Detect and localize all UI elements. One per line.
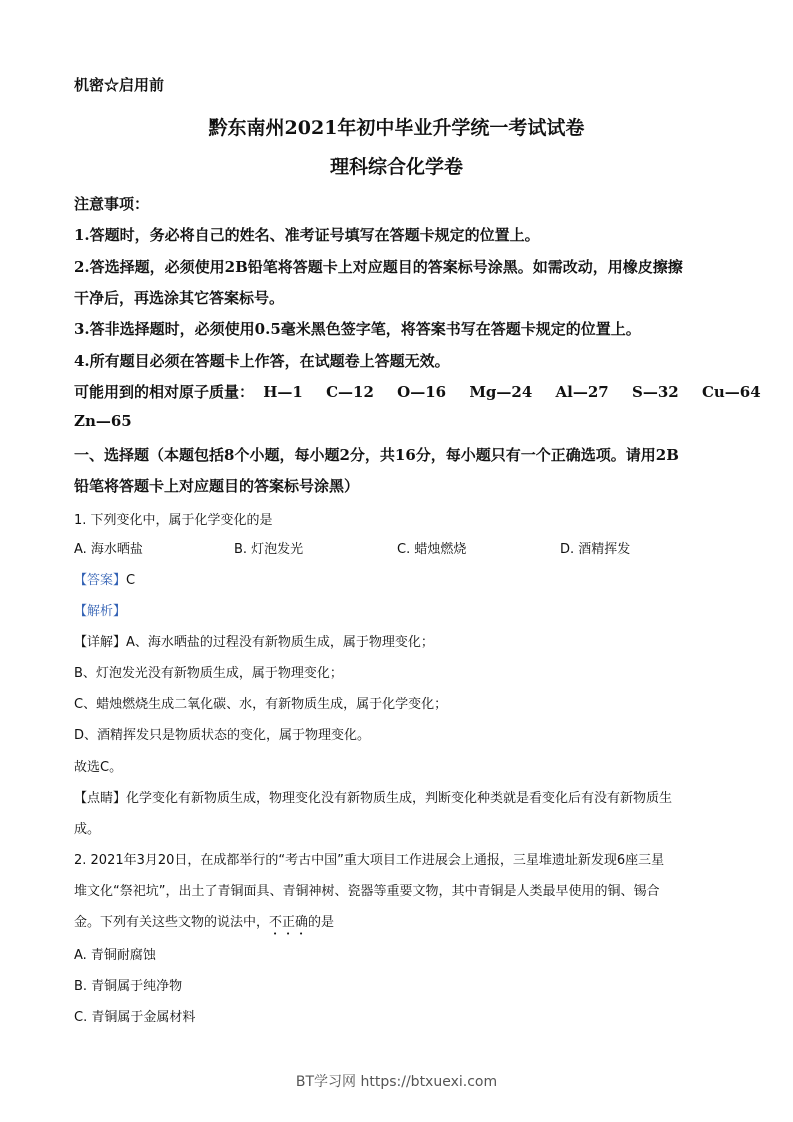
notice-item-2a: 2.答选择题，必须使用2B铅笔将答题卡上对应题目的答案标号涂黑。如需改动，用橡皮擦擦 (74, 258, 683, 276)
q2-stem-3 (74, 911, 334, 938)
atomic-mass-line (74, 381, 779, 402)
confidential-label: 机密☆启用前 (74, 76, 165, 94)
mass-mg: Mg—24 (469, 383, 533, 401)
footer-watermark: BT学习网 https://btxuexi.com (295, 1074, 498, 1090)
q1-detail-a: A、海水晒盐的过程没有新物质生成，属于物理变化； (126, 635, 434, 650)
q1-option-d: D. 酒精挥发 (560, 542, 631, 557)
q1-tip-b: 成。 (74, 822, 101, 837)
mass-cu: Cu—64 (701, 383, 761, 401)
notice-item-2b: 干净后，再选涂其它答案标号。 (74, 289, 285, 307)
answer-tag: 【答案】 (74, 573, 127, 588)
q2-stem-1: 2. 2021年3月20日，在成都举行的“考古中国”重大项目工作进展会上通报，三星堆遗址新发现6座三星 (74, 853, 665, 868)
tip-tag: 【点睛】 (74, 791, 127, 806)
q2-stem-3-pre: 金。下列有关这些文物的说法中， (74, 915, 270, 930)
atomic-mass-label: 可能用到的相对原子质量： (74, 383, 255, 401)
notice-item-4: 4.所有题目必须在答题卡上作答，在试题卷上答题无效。 (74, 352, 450, 370)
q1-detail-d: D、酒精挥发只是物质状态的变化，属于物理变化。 (74, 728, 371, 743)
q1-option-c: C. 蜡烛燃烧 (397, 542, 467, 557)
notice-item-3: 3.答非选择题时，必须使用0.5毫米黑色签字笔，将答案书写在答题卡规定的位置上。 (74, 320, 641, 338)
q1-tip-line (74, 787, 672, 806)
q2-emphasis: 不正确 (269, 915, 309, 930)
mass-al: Al—27 (555, 383, 609, 401)
notice-heading: 注意事项： (74, 195, 150, 213)
notice-item-1: 1.答题时，务必将自己的姓名、准考证号填写在答题卡规定的位置上。 (74, 226, 540, 244)
analysis-tag: 【解析】 (74, 604, 127, 619)
q1-answer: C (126, 573, 136, 588)
detail-tag: 【详解】 (74, 635, 127, 650)
q2-option-c: C. 青铜属于金属材料 (74, 1010, 196, 1025)
q2-stem-3-post: 的是 (308, 915, 335, 930)
q1-answer-line (74, 569, 135, 588)
q2-option-a: A. 青铜耐腐蚀 (74, 948, 156, 963)
mass-c: C—12 (326, 383, 374, 401)
q1-detail-c: C、蜡烛燃烧生成二氧化碳、水，有新物质生成，属于化学变化； (74, 697, 448, 712)
exam-title: 黔东南州2021年初中毕业升学统一考试试卷 (208, 117, 585, 139)
q1-option-b: B. 灯泡发光 (234, 542, 304, 557)
q2-option-b: B. 青铜属于纯净物 (74, 979, 183, 994)
q1-tip-a: 化学变化有新物质生成，物理变化没有新物质生成，判断变化种类就是看变化后有没有新物质生 (126, 791, 673, 806)
q1-detail-b: B、灯泡发光没有新物质生成，属于物理变化； (74, 666, 343, 681)
mass-h: H—1 (263, 383, 303, 401)
exam-subtitle: 理科综合化学卷 (329, 156, 463, 178)
mass-o: O—16 (397, 383, 447, 401)
q1-conclusion: 故选C。 (74, 760, 123, 775)
section-1-line-2: 铅笔将答题卡上对应题目的答案标号涂黑） (74, 477, 360, 495)
q1-detail-a-line (74, 631, 434, 650)
section-1-line-1: 一、选择题（本题包括8个小题，每小题2分，共16分，每小题只有一个正确选项。请用2B (74, 446, 679, 464)
q2-stem-2: 堆文化“祭祀坑”，出土了青铜面具、青铜神树、瓷器等重要文物，其中青铜是人类最早使用的铜、锡合 (74, 884, 660, 899)
q1-option-a: A. 海水晒盐 (74, 542, 143, 557)
mass-zn: Zn—65 (74, 412, 132, 430)
mass-s: S—32 (631, 383, 679, 401)
q1-stem: 1. 下列变化中，属于化学变化的是 (74, 513, 273, 528)
